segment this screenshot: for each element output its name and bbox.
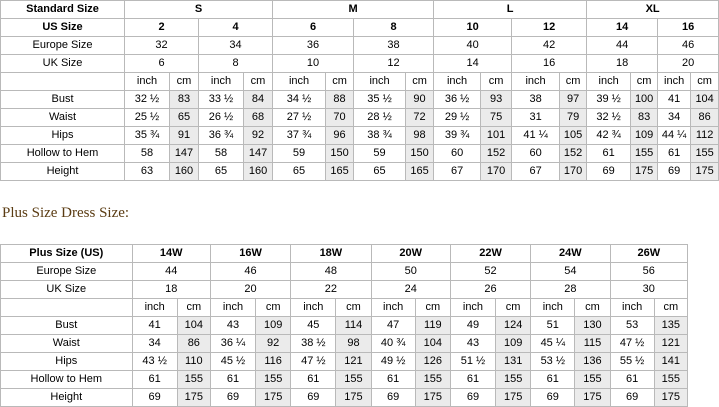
unit-row: [1, 73, 719, 91]
measure-inch: 69: [587, 163, 631, 181]
plus-size-cell: 22W: [450, 245, 530, 263]
measure-inch: 45: [291, 317, 336, 335]
us-size-cell: 12: [512, 19, 587, 37]
uk-size-cell: 14: [434, 55, 512, 73]
europe-size-cell: 44: [132, 263, 210, 281]
europe-size-cell: 32: [125, 37, 199, 55]
measure-label: Height: [1, 389, 133, 407]
measure-cm: 160: [244, 163, 273, 181]
plus-size-cell: 26W: [610, 245, 687, 263]
measure-cm: 152: [481, 145, 512, 163]
europe-size-cell: 46: [658, 37, 719, 55]
europe-size-cell: 34: [199, 37, 273, 55]
europe-size-cell: 56: [610, 263, 687, 281]
measure-cm: 150: [326, 145, 354, 163]
unit-cm: cm: [654, 299, 687, 317]
unit-cm: cm: [177, 299, 210, 317]
unit-cm: cm: [691, 73, 719, 91]
measure-inch: 61: [291, 371, 336, 389]
measure-cm: 175: [575, 389, 610, 407]
measure-cm: 141: [654, 353, 687, 371]
plus-size-cell: 24W: [531, 245, 610, 263]
measure-inch: 35 ¾: [125, 127, 170, 145]
measure-inch: 61: [610, 371, 654, 389]
measure-inch: 65: [273, 163, 326, 181]
unit-cm: cm: [631, 73, 658, 91]
measure-inch: 34: [132, 335, 177, 353]
europe-size-row: [1, 37, 719, 55]
unit-inch: inch: [531, 299, 575, 317]
measure-inch: 31: [512, 109, 560, 127]
measure-inch: 27 ½: [273, 109, 326, 127]
measure-label: Bust: [1, 317, 133, 335]
size-letter: XL: [587, 1, 719, 19]
measure-row-hollow-to-hem: [1, 145, 719, 163]
row-label: Europe Size: [1, 263, 133, 281]
measure-inch: 61: [531, 371, 575, 389]
plus-size-row: [1, 245, 688, 263]
measure-cm: 105: [560, 127, 587, 145]
measure-row-height: [1, 389, 688, 407]
measure-inch: 32 ½: [587, 109, 631, 127]
measure-inch: 59: [273, 145, 326, 163]
measure-row-waist: [1, 335, 688, 353]
unit-inch: inch: [273, 73, 326, 91]
uk-size-cell: 6: [125, 55, 199, 73]
measure-inch: 49 ½: [371, 353, 415, 371]
measure-inch: 40 ¾: [371, 335, 415, 353]
unit-cm: cm: [496, 299, 531, 317]
measure-row-hollow-to-hem: [1, 371, 688, 389]
europe-size-cell: 42: [512, 37, 587, 55]
measure-inch: 39 ¾: [434, 127, 481, 145]
measure-inch: 69: [531, 389, 575, 407]
measure-cm: 83: [170, 91, 199, 109]
unit-cm: cm: [326, 73, 354, 91]
measure-label: Height: [1, 163, 125, 181]
size-letter: L: [434, 1, 587, 19]
europe-size-cell: 36: [273, 37, 354, 55]
measure-inch: 44 ¼: [658, 127, 691, 145]
us-size-cell: 4: [199, 19, 273, 37]
measure-inch: 47: [371, 317, 415, 335]
uk-size-cell: 26: [450, 281, 530, 299]
us-size-cell: 8: [354, 19, 434, 37]
measure-inch: 36 ½: [434, 91, 481, 109]
size-letter-row: [1, 1, 719, 19]
measure-row-hips: [1, 353, 688, 371]
measure-inch: 36 ¼: [210, 335, 255, 353]
measure-inch: 47 ½: [291, 353, 336, 371]
measure-cm: 175: [631, 163, 658, 181]
plus-size-cell: 16W: [210, 245, 290, 263]
plus-size-cell: 14W: [132, 245, 210, 263]
measure-inch: 47 ½: [610, 335, 654, 353]
measure-cm: 86: [691, 109, 719, 127]
uk-size-cell: 10: [273, 55, 354, 73]
measure-label: Waist: [1, 109, 125, 127]
measure-inch: 34: [658, 109, 691, 127]
row-label: US Size: [1, 19, 125, 37]
measure-cm: 155: [654, 371, 687, 389]
uk-size-cell: 20: [210, 281, 290, 299]
measure-label: Hollow to Hem: [1, 145, 125, 163]
measure-inch: 38 ½: [291, 335, 336, 353]
europe-size-cell: 38: [354, 37, 434, 55]
measure-cm: 175: [256, 389, 291, 407]
measure-inch: 69: [658, 163, 691, 181]
measure-cm: 70: [326, 109, 354, 127]
uk-size-row: [1, 55, 719, 73]
header-label: Plus Size (US): [1, 245, 133, 263]
measure-cm: 155: [631, 145, 658, 163]
measure-cm: 126: [415, 353, 450, 371]
measure-cm: 124: [496, 317, 531, 335]
plus-size-cell: 18W: [291, 245, 371, 263]
measure-cm: 109: [496, 335, 531, 353]
measure-cm: 136: [575, 353, 610, 371]
measure-inch: 51: [531, 317, 575, 335]
measure-inch: 61: [658, 145, 691, 163]
uk-size-row: [1, 281, 688, 299]
uk-size-cell: 8: [199, 55, 273, 73]
measure-cm: 110: [177, 353, 210, 371]
measure-cm: 98: [336, 335, 371, 353]
measure-inch: 45 ½: [210, 353, 255, 371]
measure-cm: 165: [406, 163, 434, 181]
measure-inch: 53: [610, 317, 654, 335]
measure-inch: 59: [354, 145, 406, 163]
measure-inch: 69: [132, 389, 177, 407]
unit-inch: inch: [210, 299, 255, 317]
measure-inch: 58: [199, 145, 244, 163]
measure-cm: 75: [481, 109, 512, 127]
measure-cm: 114: [336, 317, 371, 335]
measure-inch: 65: [199, 163, 244, 181]
us-size-row: [1, 19, 719, 37]
uk-size-cell: 18: [132, 281, 210, 299]
measure-cm: 121: [336, 353, 371, 371]
measure-inch: 69: [210, 389, 255, 407]
europe-size-cell: 52: [450, 263, 530, 281]
unit-inch: inch: [434, 73, 481, 91]
measure-inch: 51 ½: [450, 353, 495, 371]
measure-cm: 116: [256, 353, 291, 371]
empty-cell: [1, 299, 133, 317]
empty-cell: [1, 73, 125, 91]
measure-inch: 69: [291, 389, 336, 407]
unit-row: [1, 299, 688, 317]
measure-cm: 160: [170, 163, 199, 181]
size-letter: M: [273, 1, 434, 19]
unit-inch: inch: [125, 73, 170, 91]
unit-cm: cm: [406, 73, 434, 91]
plus-size-heading: Plus Size Dress Size:: [2, 205, 130, 221]
measure-inch: 28 ½: [354, 109, 406, 127]
measure-inch: 33 ½: [199, 91, 244, 109]
unit-cm: cm: [336, 299, 371, 317]
measure-cm: 155: [691, 145, 719, 163]
measure-inch: 69: [450, 389, 495, 407]
measure-inch: 43 ½: [132, 353, 177, 371]
measure-inch: 38: [512, 91, 560, 109]
measure-inch: 61: [587, 145, 631, 163]
header-label: Standard Size: [1, 1, 125, 19]
unit-inch: inch: [587, 73, 631, 91]
measure-inch: 67: [434, 163, 481, 181]
unit-cm: cm: [575, 299, 610, 317]
europe-size-row: [1, 263, 688, 281]
measure-cm: 100: [631, 91, 658, 109]
us-size-cell: 14: [587, 19, 658, 37]
measure-cm: 90: [406, 91, 434, 109]
measure-cm: 147: [244, 145, 273, 163]
measure-cm: 121: [654, 335, 687, 353]
measure-cm: 170: [481, 163, 512, 181]
measure-cm: 152: [560, 145, 587, 163]
measure-cm: 175: [496, 389, 531, 407]
measure-inch: 49: [450, 317, 495, 335]
measure-cm: 92: [256, 335, 291, 353]
uk-size-cell: 18: [587, 55, 658, 73]
measure-cm: 97: [560, 91, 587, 109]
measure-row-bust: [1, 91, 719, 109]
measure-cm: 130: [575, 317, 610, 335]
measure-cm: 155: [177, 371, 210, 389]
measure-cm: 147: [170, 145, 199, 163]
row-label: UK Size: [1, 55, 125, 73]
unit-cm: cm: [415, 299, 450, 317]
measure-cm: 88: [326, 91, 354, 109]
us-size-cell: 6: [273, 19, 354, 37]
unit-inch: inch: [610, 299, 654, 317]
measure-cm: 155: [256, 371, 291, 389]
measure-label: Bust: [1, 91, 125, 109]
measure-cm: 93: [481, 91, 512, 109]
measure-cm: 91: [170, 127, 199, 145]
uk-size-cell: 24: [371, 281, 450, 299]
us-size-cell: 16: [658, 19, 719, 37]
standard-size-table: [0, 0, 719, 181]
measure-label: Hips: [1, 353, 133, 371]
measure-cm: 104: [177, 317, 210, 335]
measure-inch: 45 ¼: [531, 335, 575, 353]
measure-cm: 175: [177, 389, 210, 407]
unit-cm: cm: [481, 73, 512, 91]
measure-cm: 119: [415, 317, 450, 335]
measure-inch: 61: [450, 371, 495, 389]
measure-inch: 69: [371, 389, 415, 407]
unit-inch: inch: [371, 299, 415, 317]
measure-cm: 135: [654, 317, 687, 335]
measure-inch: 35 ½: [354, 91, 406, 109]
measure-inch: 41: [132, 317, 177, 335]
measure-cm: 65: [170, 109, 199, 127]
measure-label: Waist: [1, 335, 133, 353]
measure-cm: 79: [560, 109, 587, 127]
uk-size-cell: 20: [658, 55, 719, 73]
measure-inch: 60: [512, 145, 560, 163]
measure-inch: 60: [434, 145, 481, 163]
uk-size-cell: 28: [531, 281, 610, 299]
measure-inch: 65: [354, 163, 406, 181]
measure-cm: 109: [631, 127, 658, 145]
uk-size-cell: 12: [354, 55, 434, 73]
measure-inch: 37 ¾: [273, 127, 326, 145]
measure-cm: 115: [575, 335, 610, 353]
unit-cm: cm: [560, 73, 587, 91]
europe-size-cell: 44: [587, 37, 658, 55]
measure-row-height: [1, 163, 719, 181]
measure-inch: 61: [132, 371, 177, 389]
measure-row-bust: [1, 317, 688, 335]
us-size-cell: 10: [434, 19, 512, 37]
measure-inch: 39 ½: [587, 91, 631, 109]
unit-inch: inch: [512, 73, 560, 91]
europe-size-cell: 50: [371, 263, 450, 281]
unit-inch: inch: [132, 299, 177, 317]
measure-cm: 104: [415, 335, 450, 353]
measure-inch: 55 ½: [610, 353, 654, 371]
measure-cm: 175: [654, 389, 687, 407]
measure-cm: 112: [691, 127, 719, 145]
measure-cm: 155: [336, 371, 371, 389]
unit-cm: cm: [244, 73, 273, 91]
measure-label: Hollow to Hem: [1, 371, 133, 389]
measure-cm: 150: [406, 145, 434, 163]
measure-cm: 175: [691, 163, 719, 181]
measure-inch: 63: [125, 163, 170, 181]
unit-cm: cm: [170, 73, 199, 91]
measure-cm: 68: [244, 109, 273, 127]
measure-inch: 61: [210, 371, 255, 389]
unit-inch: inch: [354, 73, 406, 91]
measure-inch: 38 ¾: [354, 127, 406, 145]
measure-cm: 155: [496, 371, 531, 389]
measure-cm: 165: [326, 163, 354, 181]
plus-size-cell: 20W: [371, 245, 450, 263]
measure-cm: 155: [415, 371, 450, 389]
measure-inch: 69: [610, 389, 654, 407]
measure-cm: 131: [496, 353, 531, 371]
uk-size-cell: 22: [291, 281, 371, 299]
measure-inch: 32 ½: [125, 91, 170, 109]
size-letter: S: [125, 1, 273, 19]
measure-cm: 175: [415, 389, 450, 407]
measure-cm: 83: [631, 109, 658, 127]
unit-inch: inch: [450, 299, 495, 317]
measure-cm: 101: [481, 127, 512, 145]
measure-label: Hips: [1, 127, 125, 145]
measure-inch: 29 ½: [434, 109, 481, 127]
uk-size-cell: 16: [512, 55, 587, 73]
europe-size-cell: 48: [291, 263, 371, 281]
measure-inch: 58: [125, 145, 170, 163]
measure-row-waist: [1, 109, 719, 127]
measure-inch: 41 ¼: [512, 127, 560, 145]
measure-inch: 41: [658, 91, 691, 109]
measure-cm: 84: [244, 91, 273, 109]
row-label: Europe Size: [1, 37, 125, 55]
measure-inch: 36 ¾: [199, 127, 244, 145]
measure-cm: 72: [406, 109, 434, 127]
unit-inch: inch: [658, 73, 691, 91]
unit-inch: inch: [199, 73, 244, 91]
measure-inch: 43: [450, 335, 495, 353]
measure-inch: 25 ½: [125, 109, 170, 127]
europe-size-cell: 40: [434, 37, 512, 55]
europe-size-cell: 46: [210, 263, 290, 281]
measure-cm: 86: [177, 335, 210, 353]
measure-row-hips: [1, 127, 719, 145]
measure-inch: 26 ½: [199, 109, 244, 127]
measure-cm: 109: [256, 317, 291, 335]
row-label: UK Size: [1, 281, 133, 299]
measure-cm: 92: [244, 127, 273, 145]
measure-cm: 155: [575, 371, 610, 389]
measure-inch: 67: [512, 163, 560, 181]
measure-inch: 61: [371, 371, 415, 389]
unit-inch: inch: [291, 299, 336, 317]
measure-inch: 43: [210, 317, 255, 335]
uk-size-cell: 30: [610, 281, 687, 299]
measure-cm: 96: [326, 127, 354, 145]
measure-cm: 104: [691, 91, 719, 109]
measure-cm: 98: [406, 127, 434, 145]
measure-cm: 170: [560, 163, 587, 181]
unit-cm: cm: [256, 299, 291, 317]
measure-inch: 34 ½: [273, 91, 326, 109]
europe-size-cell: 54: [531, 263, 610, 281]
us-size-cell: 2: [125, 19, 199, 37]
measure-cm: 175: [336, 389, 371, 407]
measure-inch: 42 ¾: [587, 127, 631, 145]
plus-size-table: [0, 244, 688, 407]
measure-inch: 53 ½: [531, 353, 575, 371]
